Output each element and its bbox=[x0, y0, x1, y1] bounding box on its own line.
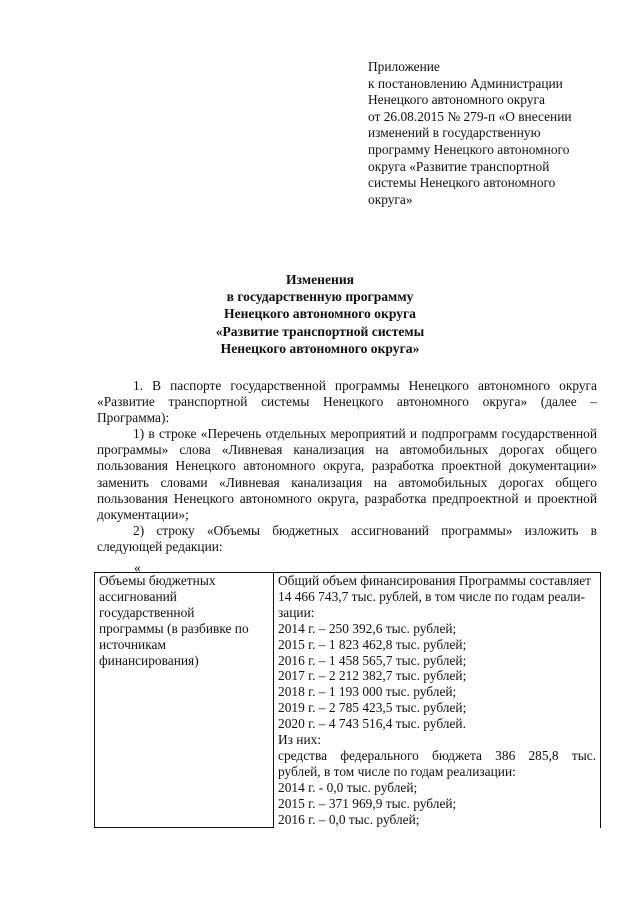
title-line: Ненецкого автономного округа bbox=[224, 306, 416, 322]
federal-line: средства федерального бюджета 386 285,8 тыс. bbox=[278, 747, 596, 763]
appendix-line: программу Ненецкого автономного bbox=[368, 141, 570, 157]
label-line: Объемы бюджетных bbox=[99, 573, 216, 588]
appendix-line: изменений в государственную bbox=[368, 125, 541, 141]
label-line: государственной bbox=[99, 604, 195, 620]
title-line: в государственную программу bbox=[226, 289, 414, 305]
table-row bbox=[95, 573, 601, 828]
federal-year-line: 2016 г. – 0,0 тыс. рублей; bbox=[278, 811, 420, 827]
appendix-header bbox=[368, 59, 618, 208]
year-line: 2017 г. – 2 212 382,7 тыс. рублей; bbox=[278, 668, 467, 684]
year-line: 2020 г. – 4 743 516,4 тыс. рублей. bbox=[278, 716, 466, 732]
title-line: «Развитие транспортной системы bbox=[215, 323, 425, 339]
budget-table bbox=[94, 572, 601, 828]
table-cell-value bbox=[274, 573, 601, 828]
table-cell-label bbox=[95, 573, 274, 828]
document-body bbox=[97, 378, 597, 555]
appendix-line: округа» bbox=[368, 191, 413, 207]
paragraph-3: 2) строку «Объемы бюджетных ассигнований программы» изложить в следующей редакции: bbox=[97, 522, 597, 554]
appendix-line: округа «Развитие транспортной bbox=[368, 158, 550, 174]
federal-year-line: 2015 г. – 371 969,9 тыс. рублей; bbox=[278, 795, 457, 811]
label-line: программы (в разбивке по bbox=[99, 620, 249, 636]
year-line: 2018 г. – 1 193 000 тыс. рублей; bbox=[278, 684, 457, 700]
paragraph-2: 1) в строке «Перечень отдельных мероприятий и подпрограмм государственной программы» слова «Ливневая канализация на автомобильных дорогах общего пользования Ненецкого автономного округа, разработка проектной документации» заменить словами «Ливневая канализация на автомобильных дорогах общего пользования Ненецкого автономного округа, разработка предпроектной и проектной документации»; bbox=[97, 426, 597, 522]
title-line: Ненецкого автономного округа» bbox=[220, 340, 420, 356]
year-line: 2015 г. – 1 823 462,8 тыс. рублей; bbox=[278, 636, 467, 652]
title-line: Изменения bbox=[285, 272, 355, 287]
total-line: 14 466 743,7 тыс. рублей, в том числе по годам реали- bbox=[278, 588, 585, 604]
year-line: 2019 г. – 2 785 423,5 тыс. рублей; bbox=[278, 700, 467, 716]
of-them-line: Из них: bbox=[278, 732, 322, 748]
federal-year-line: 2014 г. - 0,0 тыс. рублей; bbox=[278, 779, 418, 795]
appendix-line: системы Ненецкого автономного bbox=[368, 175, 556, 191]
label-line: ассигнований bbox=[99, 588, 177, 604]
appendix-line: Приложение bbox=[368, 59, 440, 74]
appendix-line: от 26.08.2015 № 279-п «О внесении bbox=[368, 108, 572, 124]
year-line: 2014 г. – 250 392,6 тыс. рублей; bbox=[278, 620, 457, 636]
total-line: Общий объем финансирования Программы составляет bbox=[278, 573, 592, 588]
total-line: зации: bbox=[278, 604, 315, 620]
paragraph-1: 1. В паспорте государственной программы Ненецкого автономного округа «Развитие транспортной системы Ненецкого автономного округа» (далее – Программа): bbox=[97, 378, 597, 426]
appendix-line: к постановлению Администрации bbox=[368, 75, 563, 91]
year-line: 2016 г. – 1 458 565,7 тыс. рублей; bbox=[278, 652, 467, 668]
opening-quote: « bbox=[134, 560, 141, 575]
federal-line: рублей, в том числе по годам реализации: bbox=[278, 763, 516, 779]
appendix-line: Ненецкого автономного округа bbox=[368, 92, 545, 108]
label-line: финансирования) bbox=[99, 652, 199, 668]
document-title bbox=[0, 271, 640, 357]
label-line: источникам bbox=[99, 636, 166, 652]
